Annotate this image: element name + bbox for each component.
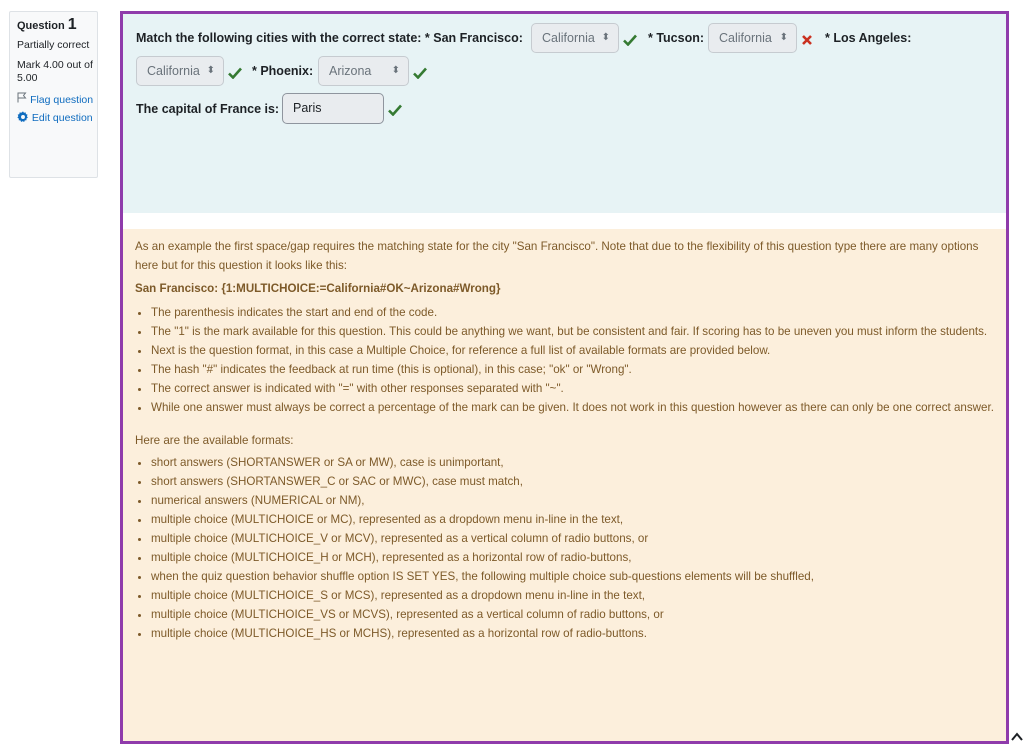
los-angeles-select[interactable]	[136, 56, 224, 86]
list-item: • numerical answers (NUMERICAL or NM),	[151, 491, 994, 510]
question-state: Partially correct	[17, 39, 90, 51]
list-item: • multiple choice (MULTICHOICE_S or MCS), represented as a dropdown menu in-line in the text,	[151, 586, 994, 605]
list-item: • The parenthesis indicates the start and end of the code.	[151, 303, 994, 322]
tucson-select[interactable]	[708, 23, 797, 53]
list-item: • The hash "#" indicates the feedback at run time (this is optional), in this case; "ok" or "Wrong".	[151, 360, 994, 379]
tick-icon	[413, 67, 427, 79]
feedback-intro: As an example the first space/gap requires the matching state for the city "San Francisco". Note that due to the flexibility of this question type there are many options here but for this question it looks like this:	[135, 240, 979, 272]
general-feedback	[123, 229, 1006, 741]
gear-icon	[17, 111, 29, 127]
list-item: • While one answer must always be correct a percentage of the mark can be given. It does not work in this question however as there can only be one correct answer.	[151, 398, 994, 417]
chevron-updown-icon: ⬍	[601, 32, 610, 43]
capital-answer-value: Paris	[293, 101, 322, 115]
los-angeles-label: * Los Angeles:	[825, 31, 912, 45]
edit-question-label: Edit question	[31, 112, 93, 124]
tucson-value: California	[719, 31, 772, 45]
feedback-points-list	[135, 303, 994, 417]
list-item: • multiple choice (MULTICHOICE_H or MCH), represented as a horizontal row of radio-buttons,	[151, 548, 994, 567]
flag-icon	[17, 94, 30, 106]
phoenix-value: Arizona	[329, 64, 372, 78]
chevron-updown-icon: ⬍	[779, 32, 788, 43]
list-item: • multiple choice (MULTICHOICE_HS or MCHS), represented as a horizontal row of radio-buttons.	[151, 624, 994, 643]
feedback-code-example: San Francisco: {1:MULTICHOICE:=California#OK~Arizona#Wrong}	[135, 282, 501, 295]
tick-icon	[623, 34, 637, 46]
cross-icon	[801, 34, 813, 46]
question-content	[120, 11, 1009, 744]
chevron-updown-icon: ⬍	[206, 65, 215, 76]
question-info-panel	[9, 11, 98, 178]
list-item: • when the quiz question behavior shuffle option IS SET YES, the following multiple choice sub-questions elements will be shuffled,	[151, 567, 994, 586]
formats-list	[135, 453, 994, 643]
list-item: • short answers (SHORTANSWER or SA or MW), case is unimportant,	[151, 453, 994, 472]
list-item: • short answers (SHORTANSWER_C or SAC or MWC), case must match,	[151, 472, 994, 491]
question-grade: Mark 4.00 out of 5.00	[17, 59, 93, 84]
list-item: • The "1" is the mark available for this question. This could be anything we want, but be consistent and fair. If scoring has to be uneven you must inform the students.	[151, 322, 994, 341]
san-francisco-value: California	[542, 31, 595, 45]
capital-answer-input[interactable]	[282, 93, 384, 124]
scroll-top-icon[interactable]	[1010, 728, 1024, 746]
question-label: Question	[17, 20, 65, 32]
formats-intro: Here are the available formats:	[135, 434, 294, 447]
list-item: • The correct answer is indicated with "=" with other responses separated with "~".	[151, 379, 994, 398]
tick-icon	[388, 104, 402, 116]
san-francisco-select[interactable]	[531, 23, 619, 53]
list-item: • multiple choice (MULTICHOICE_V or MCV), represented as a vertical column of radio buttons, or	[151, 529, 994, 548]
flag-question-label: Flag question	[30, 94, 94, 106]
capital-prompt: The capital of France is:	[136, 102, 280, 116]
phoenix-select[interactable]	[318, 56, 409, 86]
list-item: • multiple choice (MULTICHOICE_VS or MCVS), represented as a vertical column of radio buttons, or	[151, 605, 994, 624]
edit-question-link[interactable]	[17, 111, 97, 127]
match-prompt: Match the following cities with the correct state: * San Francisco:	[136, 31, 523, 45]
question-number	[17, 18, 97, 33]
los-angeles-value: California	[147, 64, 200, 78]
phoenix-label: * Phoenix:	[252, 64, 314, 78]
question-number-value: 1	[67, 16, 77, 33]
question-formulation	[123, 14, 1006, 213]
list-item: • Next is the question format, in this case a Multiple Choice, for reference a full list of available formats are provided below.	[151, 341, 994, 360]
tucson-label: * Tucson:	[648, 31, 705, 45]
list-item: • multiple choice (MULTICHOICE or MC), represented as a dropdown menu in-line in the text,	[151, 510, 994, 529]
chevron-updown-icon: ⬍	[391, 65, 400, 76]
tick-icon	[228, 67, 242, 79]
flag-question-link[interactable]	[17, 92, 97, 107]
